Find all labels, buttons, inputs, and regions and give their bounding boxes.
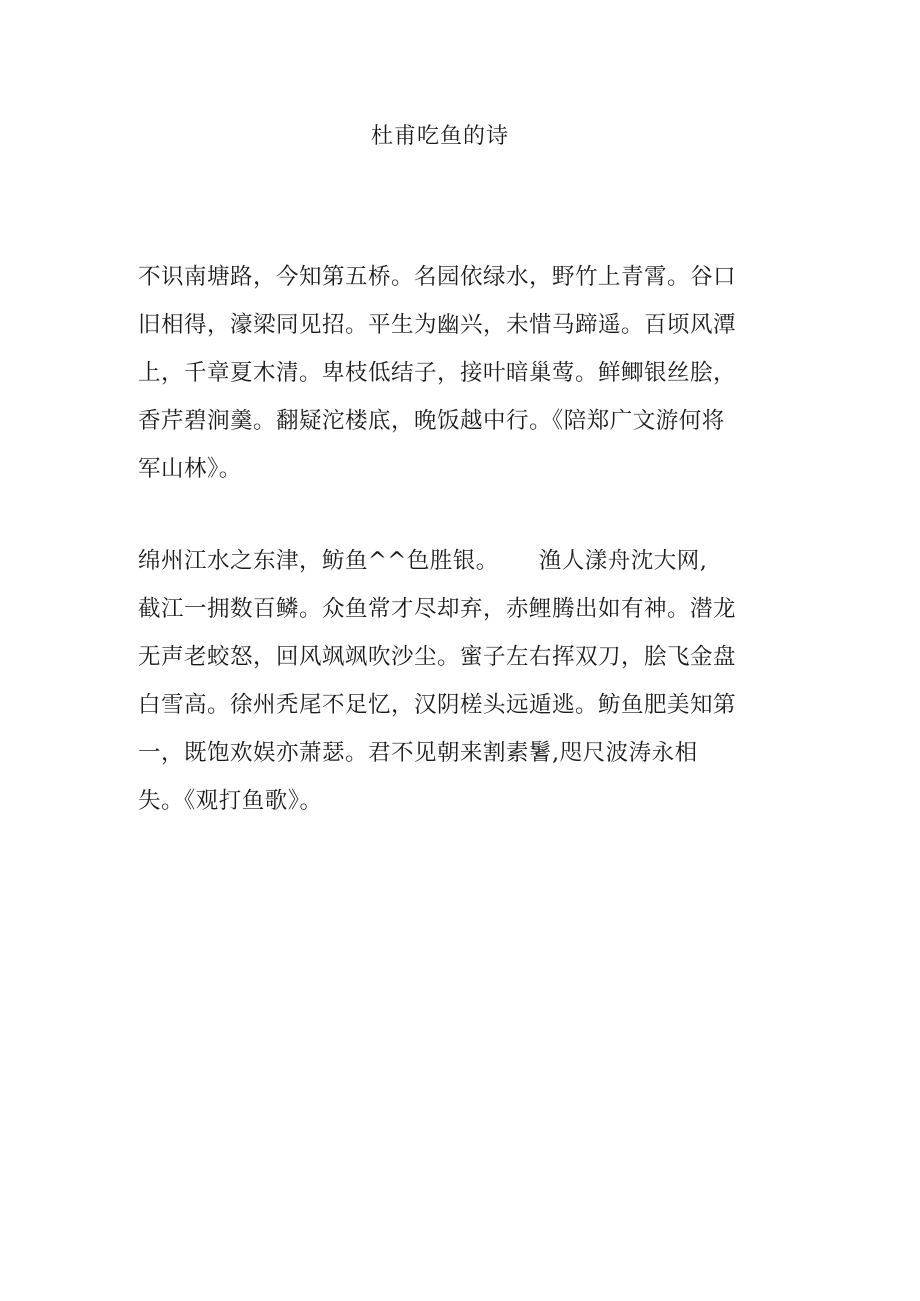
text-line: 一，既饱欢娱亦萧瑟。君不见朝来割素鬐,咫尺波涛永相 (138, 740, 698, 766)
text-line: 白雪高。徐州秃尾不足忆，汉阴槎头远遁逃。鲂鱼肥美知第 (138, 692, 737, 718)
text-line: 旧相得，濠梁同见招。平生为幽兴，未惜马蹄遥。百顷风潭 (138, 312, 737, 338)
text-line: 香芹碧涧羹。翻疑沱楼底，晚饭越中行。《陪郑广文游何将 (138, 408, 725, 434)
text-line: 军山林》。 (138, 456, 242, 482)
text-line: 无声老蛟怒，回风飒飒吹沙尘。蜜子左右挥双刀，脍飞金盘 (138, 644, 737, 670)
poem-paragraph-2 (138, 546, 758, 834)
poem-paragraph-1 (138, 262, 758, 502)
text-line: 上，千章夏木清。卑枝低结子，接叶暗巢莺。鲜鲫银丝脍， (138, 360, 737, 386)
text-line-segment: 渔人漾舟沈大网, (538, 548, 708, 574)
document-title: 杜甫吃鱼的诗 (370, 124, 509, 149)
text-line: 截江一拥数百鳞。众鱼常才尽却弃，赤鲤腾出如有神。潜龙 (138, 596, 737, 622)
text-line (138, 546, 758, 594)
text-line: 失。《观打鱼歌》。 (138, 788, 323, 814)
text-line: 不识南塘路，今知第五桥。名园依绿水，野竹上青霄。谷口 (138, 264, 737, 290)
text-line-segment: 绵州江水之东津，鲂鱼^^色胜银。 (138, 548, 499, 574)
